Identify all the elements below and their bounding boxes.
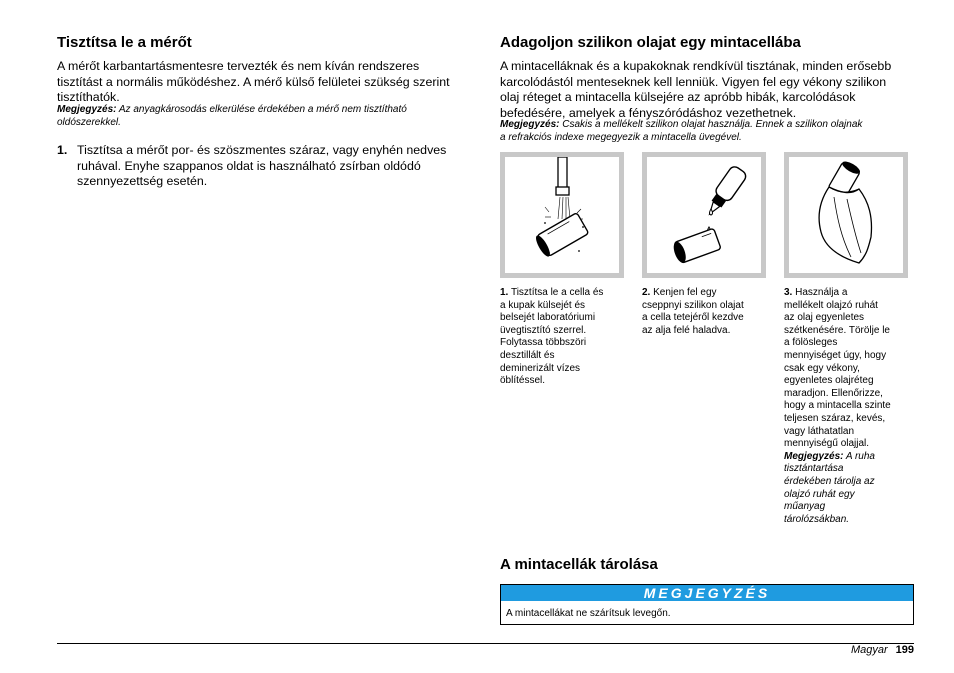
- paragraph-line: A mintacelláknak és a kupakoknak rendkívül tisztának, minden erősebb: [500, 59, 892, 73]
- note-text: Az anyagkárosodás elkerülése érdekében a mérő nem tisztítható: [116, 104, 407, 115]
- paragraph-line: A mérőt karbantartásmentesre tervezték és nem kíván rendszeres: [57, 59, 420, 73]
- footer-language: Magyar: [850, 644, 888, 656]
- caption-line: vagy láthatatlan: [784, 425, 855, 437]
- step-line: Tisztítsa a mérőt por- és szöszmentes száraz, vagy enyhén nedves: [77, 143, 447, 157]
- caption-number: 2.: [642, 287, 651, 298]
- faucet-rinse-icon: [505, 157, 619, 273]
- note-text: A ruha: [843, 450, 875, 462]
- paragraph-line: befedésére, amelyek a fényszóródáshoz vezethetnek.: [500, 105, 797, 120]
- note-text: olajzó ruhát egy: [784, 488, 855, 500]
- caption-line: szétkenésére. Törölje le: [784, 324, 890, 336]
- note-text: műanyag: [784, 501, 826, 513]
- heading-store-cells: A mintacellák tárolása: [500, 556, 658, 573]
- caption-line: hogy a mintacella szinte: [784, 400, 891, 412]
- silicone-oil-paragraph: [500, 59, 891, 121]
- caption-line: cseppnyi szilikon olajat: [642, 299, 744, 311]
- caption-line: csak egy vékony,: [784, 362, 860, 374]
- paragraph-line: tisztítást a normális működéshez. A mérő külső felületei szükség szerint: [57, 74, 450, 89]
- caption-line: Tisztítsa le a cella és: [510, 287, 604, 298]
- note-text: a refrakciós indexe megegyezik a mintacella üvegével.: [500, 132, 742, 143]
- footer-divider: [57, 643, 914, 644]
- caption-line: mellékelt olajzó ruhát: [784, 299, 878, 311]
- notice-box: [500, 584, 914, 625]
- caption-number: 1.: [500, 287, 509, 298]
- clean-meter-paragraph: [57, 59, 450, 106]
- paragraph-line: tisztíthatók.: [57, 90, 120, 104]
- note-text: tisztántartása: [784, 463, 844, 475]
- caption-line: teljesen száraz, kevés,: [784, 412, 886, 424]
- clean-meter-step: [57, 143, 477, 191]
- notice-title: MEGJEGYZÉS: [501, 585, 913, 601]
- note-text: érdekében tárolja az: [784, 475, 875, 487]
- caption-line: Kenjen fel egy: [653, 287, 717, 298]
- paragraph-line: karcolódástól menteseknek kell lenniük. Vigyen fel egy vékony szilikon: [500, 74, 887, 89]
- caption-line: desztillált és: [500, 349, 555, 361]
- clean-meter-note: [57, 103, 407, 129]
- step-number: 1.: [57, 143, 68, 157]
- caption-line: a fölösleges: [784, 337, 838, 349]
- note-text: oldószerekkel.: [57, 117, 121, 128]
- caption-line: mennyiségű olajjal.: [784, 438, 870, 450]
- illustration-rinse-cell: [500, 152, 624, 278]
- caption-line: az alja felé haladva.: [642, 324, 731, 336]
- illustration-oil-dropper: [642, 152, 766, 278]
- step-line: ruhával. Enyhe szappanos oldat is használható zsírban oldódó: [77, 158, 421, 173]
- note-label: Megjegyzés:: [500, 119, 560, 130]
- caption-line: a kupak külsejét és: [500, 299, 586, 311]
- silicone-oil-note: [500, 118, 862, 144]
- caption-line: öblítéssel.: [500, 375, 546, 387]
- cloth-wipe-icon: [789, 157, 903, 273]
- step-line: szennyezettség esetén.: [77, 174, 208, 188]
- note-label: Megjegyzés:: [57, 104, 117, 115]
- caption-line: egyenletes olajréteg: [784, 375, 874, 387]
- paragraph-line: olaj réteget a mintacella külsejére az apróbb hibák, karcolódások: [500, 90, 856, 104]
- caption-line: Használja a: [795, 287, 848, 298]
- heading-clean-meter: Tisztítsa le a mérőt: [57, 34, 192, 51]
- note-label: Megjegyzés:: [784, 450, 844, 462]
- caption-line: maradjon. Ellenőrizze,: [784, 387, 883, 399]
- caption-line: üvegtisztító szerrel.: [500, 324, 587, 336]
- caption-step-3: [784, 287, 908, 526]
- illustration-oil-cloth: [784, 152, 908, 278]
- note-text: tárolózsákban.: [784, 513, 850, 525]
- caption-number: 3.: [784, 287, 793, 298]
- caption-step-2: [642, 287, 766, 337]
- page-footer: [851, 644, 914, 656]
- caption-line: az olaj egyenletes: [784, 312, 865, 324]
- oil-dropper-icon: [647, 157, 761, 273]
- heading-apply-silicone-oil: Adagoljon szilikon olajat egy mintacellába: [500, 34, 801, 51]
- notice-text: A mintacellákat ne szárítsuk levegőn.: [506, 608, 671, 619]
- caption-line: belsejét laboratóriumi: [500, 312, 596, 324]
- note-text: Csakis a mellékelt szilikon olajat használja. Ennek a szilikon olajnak: [559, 119, 863, 130]
- caption-line: Folytassa többszöri: [500, 337, 587, 349]
- caption-step-1: [500, 287, 624, 388]
- caption-line: a cella tetejéről kezdve: [642, 312, 744, 324]
- caption-line: deminerizált vízes: [500, 362, 581, 374]
- caption-line: mennyiséget úgy, hogy: [784, 349, 887, 361]
- page-number: 199: [895, 644, 914, 656]
